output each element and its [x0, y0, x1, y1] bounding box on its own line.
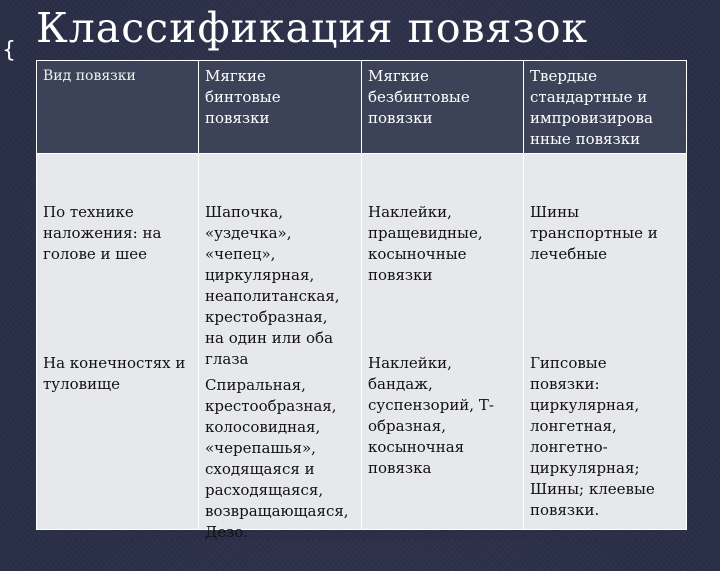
soft-bandage-limbs-torso: Спиральная, крестообразная, колосовидная, «черепашья», сходящаяся и расходящаяся, возвращающаяся, Дезо.	[205, 376, 349, 541]
table-cell-soft-nonbandage	[362, 154, 524, 530]
slide-title: Классификация повязок	[36, 4, 589, 52]
table-cell-rigid	[524, 154, 687, 530]
header-cell-soft-nonbandage: Мягкие безбинтовые повязки	[362, 61, 524, 154]
header-cell-rigid: Твердые стандартные и импровизирова нные повязки	[524, 61, 687, 154]
header-cell-soft-bandage: Мягкие бинтовые повязки	[199, 61, 362, 154]
technique-limbs-torso: На конечностях и туловище	[43, 354, 186, 393]
table-row	[37, 154, 687, 530]
header-cell-type: Вид повязки	[37, 61, 199, 154]
table-cell-soft-bandage	[199, 154, 362, 541]
soft-bandage-head-neck: Шапочка, «уздечка», «чепец», циркулярная, неаполитанская, крестобразная, на один или оба глаза	[205, 203, 340, 368]
rigid-limbs-torso: Гипсовые повязки: циркулярная, лонгетная, лонгетно- циркулярная; Шины; клеевые повязки.	[530, 354, 655, 519]
classification-table	[36, 60, 687, 541]
table-cell-technique	[37, 154, 199, 530]
soft-nonbandage-limbs-torso: Наклейки, бандаж, суспензорий, Т- образная, косыночная повязка	[368, 354, 494, 477]
rigid-head-neck: Шины транспортные и лечебные	[530, 203, 658, 263]
soft-nonbandage-head-neck: Наклейки, пращевидные, косыночные повязки	[368, 203, 483, 284]
brace-decoration: {	[2, 38, 16, 63]
technique-head-neck: По технике наложения: на голове и шее	[43, 203, 162, 263]
table-header-row	[37, 61, 687, 154]
